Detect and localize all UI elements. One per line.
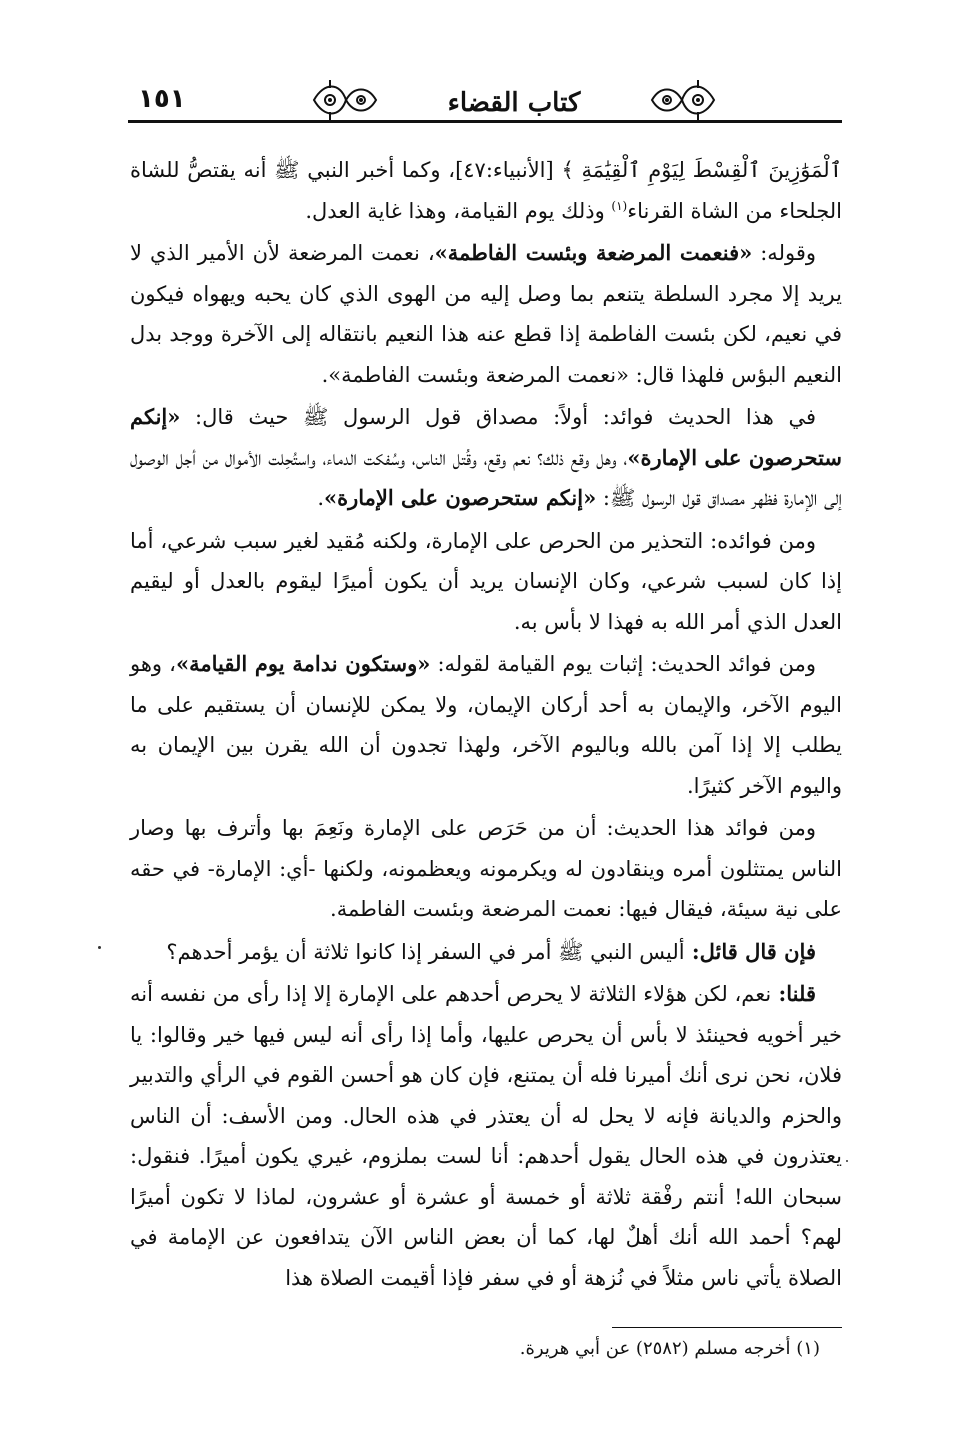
paragraph: [130, 808, 842, 930]
right-ornament-icon: [648, 76, 718, 124]
bold-quote: «إنكم ستحرصون على الإمارة»: [324, 485, 597, 510]
bold-quote: «وستكون ندامة يوم القيامة»: [175, 651, 431, 676]
paragraph: [130, 397, 842, 519]
scan-speck: [846, 1160, 848, 1162]
book-title: كتاب القضاء: [447, 88, 581, 118]
text-run: ومن فوائد هذا الحديث: أن من حَرَص على الإمارة ونَعِمَ بها وأترف بها وصار الناس يمتثلون أمره وينقادون له ويكرمونه ويعظمونه، ولكنها -أي: الإمارة- في حقه على نية سيئة، فيقال فيها: نعمت المرضعة وبئست الفاطمة.: [130, 816, 842, 921]
text-run: وقوله:: [752, 241, 816, 265]
footnote: (١) أخرجه مسلم (٢٥٨٢) عن أبي هريرة.: [519, 1338, 820, 1359]
paragraph: [130, 932, 842, 973]
text-run: ٱلْمَوَٰزِينَ ٱلْقِسْطَ لِيَوْمِ ٱلْقِيَٰمَةِ ﴾ [الأنبياء:٤٧]، وكما أخبر النبي ﷺ أنه يقتصُّ للشاة الجلحاء من الشاة القرناء: [130, 158, 843, 223]
text-run: وذلك يوم القيامة، وهذا غاية العدل.: [305, 198, 612, 223]
text-run: ، وهو اليوم الآخر، والإيمان به أحد أركان الإيمان، ولا يمكن للإنسان أن يستقيم على ما يطلب إلا إذا آمن بالله وباليوم الآخر، ولهذا تجدون أن الله يقرن بين الإيمان به واليوم الآخر كثيرًا.: [130, 652, 842, 798]
text-run: .: [317, 486, 324, 510]
paragraph: [130, 150, 842, 231]
bold-quote: «إنكم ستحرصون على الإمارة»: [130, 404, 842, 470]
bold-quote: قلنا:: [771, 981, 816, 1006]
paragraph: [130, 521, 842, 643]
text-run: ومن فوائد الحديث: إثبات يوم القيامة لقوله:: [430, 652, 816, 676]
paragraph: [130, 974, 842, 1298]
text-run: في هذا الحديث فوائد: أولاً: مصداق قول الرسول ﷺ حيث قال:: [180, 405, 816, 429]
paragraph: [130, 644, 842, 806]
text-run: ، وهل وقع ذلك؟ نعم وقع، وقُتل الناس، وسُفكت الدماء، واستُحِلت الأموال من أجل الوصول إلى الإمارة فظهر مصداق قول الرسول ﷺ:: [130, 445, 842, 510]
page-header: [128, 72, 842, 132]
page-number: ١٥١: [138, 84, 186, 114]
text-run: ، نعمت المرضعة لأن الأمير الذي لا يريد إلا مجرد السلطة يتنعم بما وصل إليه من الهوى الذي كان يحبه ويهواه فيكون في نعيم، لكن بئست الفاطمة إذا قطع عنه هذا النعيم بانتقاله إلى الآخرة ووجد بدل النعيم البؤس فلهذا قال: «نعمت المرضعة وبئست الفاطمة».: [130, 241, 842, 387]
text-run: ومن فوائده: التحذير من الحرص على الإمارة، ولكنه مُقيد لغير سبب شرعي، أما إذا كان لسبب شرعي، وكان الإنسان يريد أن يكون أميرًا ليقوم بالعدل أو ليقيم العدل الذي أمر الله به فهذا لا بأس به.: [130, 528, 842, 634]
footnote-marker: (١): [611, 198, 628, 213]
text-run: نعم، لكن هؤلاء الثلاثة لا يحرص أحدهم على الإمارة إلا إذا رأى من نفسه أنه خير أخويه فحينئذ لا بأس أن يحرص عليها، وأما إذا رأى أنه ليس فيها خير وقالوا: يا فلان، نحن نرى أنك أميرنا فله أن يمتنع، فإن كان هو أحسن القوم في الرأي والتدبير والحزم والديانة فإنه لا يحل له أن يعتذر في هذه الحال. ومن الأسف: أن الناس يعتذرون في هذه الحال يقول أحدهم: أنا لست بملزوم، غيري يكون أميرًا. فنقول: سبحان الله! أنتم رفْقة ثلاثة أو خمسة أو عشرة أو عشرون، لماذا لا تكون أميرًا لهم؟ أحمد الله أنك أهلٌ لها، كما أن بعض الناس الآن يتدافعون عن الإمامة في الصلاة يأتي ناس مثلاً في نُزهة أو في سفر فإذا أقيمت الصلاة هذا: [130, 982, 842, 1290]
body-text: [130, 150, 842, 1300]
footnote-rule: [612, 1327, 842, 1328]
header-rule: [128, 120, 842, 123]
paragraph: [130, 233, 842, 395]
scan-speck: [98, 946, 101, 949]
bold-quote: فإن قال قائل:: [684, 938, 816, 964]
bold-quote: «فنعمت المرضعة وبئست الفاطمة»: [434, 240, 753, 265]
text-run: أليس النبي ﷺ أمر في السفر إذا كانوا ثلاثة أن يؤمر أحدهم؟: [166, 939, 685, 964]
left-ornament-icon: [310, 76, 380, 124]
